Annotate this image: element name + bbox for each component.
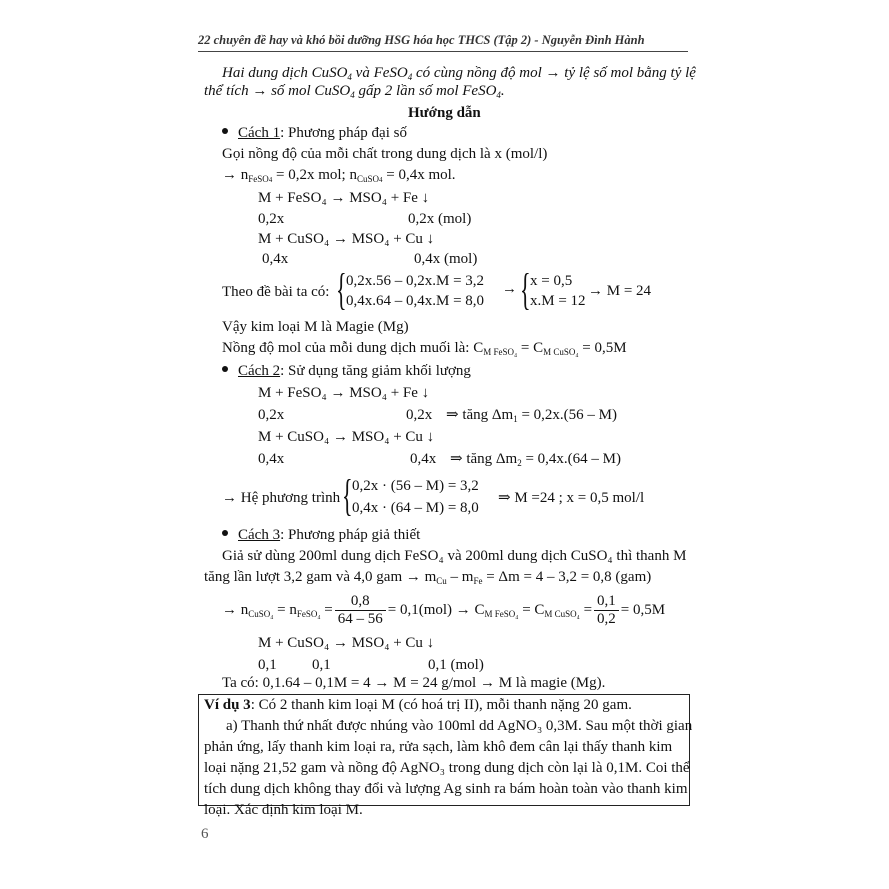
method-2-equation-2: 0,4x · (64 – M) = 8,0 bbox=[352, 500, 479, 516]
method-2-reaction-2: M + CuSO₄ → MSO₄ + Cu ↓ bbox=[258, 429, 435, 445]
guide-title: Hướng dẫn bbox=[408, 105, 481, 121]
intro-line-2: thể tích → số mol CuSO$_4$ gấp 2 lần số mol FeSO$_4$. bbox=[204, 83, 505, 100]
method-2-result: ⇒ M =24 ; x = 0,5 mol/l bbox=[498, 490, 645, 506]
page-number: 6 bbox=[201, 826, 209, 842]
arrow-icon: → bbox=[502, 281, 517, 297]
method-2-reaction-1: M + FeSO₄ → MSO₄ + Fe ↓ bbox=[258, 385, 430, 401]
method-3-line-3: → $n_{CuSO_4} = n_{FeSO_4}$ = $\frac{0,8}{64 - 56}$ = $0,1(mol) \to C_{M FeSO_4} = C_{M CuSO_4}$ = $\frac{0,1}{0,2}$ = 0,5M bbox=[222, 593, 666, 628]
bullet-icon bbox=[222, 366, 228, 372]
method-2-mass-gain-1: ⇒ tăng $\Delta m_1 = 0,2x.(56 - M)$ bbox=[446, 407, 618, 424]
fraction-concentration: $\frac{0,1}{0,2}$ bbox=[594, 593, 619, 628]
method-2-reaction-2-amount-a: 0,4x bbox=[258, 451, 285, 467]
bullet-icon bbox=[222, 128, 228, 134]
system-brace: { bbox=[342, 471, 353, 520]
method-3-heading: Cách 3: Phương pháp giả thiết bbox=[222, 526, 420, 544]
bullet-icon bbox=[222, 530, 228, 536]
example-line-2: phản ứng, lấy thanh kim loại ra, rửa sạch, làm khô đem cân lại thấy thanh kim bbox=[204, 739, 673, 755]
method-3-conclusion: Ta có: 0,1.64 – 0,1M = 4 → M = 24 g/mol → M là magie (Mg). bbox=[222, 675, 606, 691]
method-1-reaction-2-amount-a: 0,4x bbox=[262, 251, 289, 267]
method-1-reaction-2-amount-b: 0,4x (mol) bbox=[414, 251, 478, 267]
method-2-reaction-1-amount-a: 0,2x bbox=[258, 407, 285, 423]
method-2-equation-1: 0,2x · (56 – M) = 3,2 bbox=[352, 478, 479, 494]
method-2-heading: Cách 2: Sử dụng tăng giảm khối lượng bbox=[222, 362, 471, 380]
method-3-amount-a: 0,1 bbox=[258, 657, 277, 673]
method-1-conclusion: Vậy kim loại M là Magie (Mg) bbox=[222, 319, 409, 335]
method-1-reaction-1-amount-b: 0,2x (mol) bbox=[408, 211, 472, 227]
method-1-equation-2: 0,4x.64 – 0,4x.M = 8,0 bbox=[346, 293, 485, 309]
method-1-equation-1: 0,2x.56 – 0,2x.M = 3,2 bbox=[346, 273, 485, 289]
example-line-3: loại nặng 21,52 gam và nồng độ AgNO₃ trong dung dịch còn lại là 0,1M. Coi thể bbox=[204, 760, 690, 776]
method-1-result: → M = 24 bbox=[588, 283, 652, 299]
running-header: 22 chuyên đề hay và khó bồi dưỡng HSG hóa học THCS (Tập 2) - Nguyễn Đình Hành bbox=[198, 33, 645, 47]
example-line-5: loại. Xác định kim loại M. bbox=[204, 802, 363, 818]
method-1-solution-2: x.M = 12 bbox=[530, 293, 586, 309]
solution-brace: { bbox=[520, 265, 531, 314]
fraction-moles: $\frac{0,8}{64 - 56}$ bbox=[335, 593, 386, 628]
method-2-system-label: → Hệ phương trình bbox=[222, 490, 341, 506]
method-1-reaction-1-amount-a: 0,2x bbox=[258, 211, 285, 227]
example-title: Ví dụ 3: Có 2 thanh kim loại M (có hoá trị II), mỗi thanh nặng 20 gam. bbox=[204, 697, 632, 713]
method-3-line-2: tăng lần lượt 3,2 gam và 4,0 gam → $m_{Cu} - m_{Fe} = \Delta m = 4 - 3,2 = 0,8$ (gam) bbox=[204, 569, 652, 586]
example-line-4: tích dung dịch không thay đổi và lượng Ag sinh ra bám hoàn toàn vào thanh kim bbox=[204, 781, 688, 797]
method-1-line-1: Gọi nồng độ của mỗi chất trong dung dịch là x (mol/l) bbox=[222, 146, 548, 162]
method-3-amount-b: 0,1 bbox=[312, 657, 331, 673]
method-1-concentration: Nồng độ mol của mỗi dung dịch muối là: $C_{M FeSO_4} = C_{M CuSO_4} = 0,5M$ bbox=[222, 340, 627, 357]
method-3-reaction: M + CuSO₄ → MSO₄ + Cu ↓ bbox=[258, 635, 435, 651]
method-2-reaction-2-amount-b: 0,4x bbox=[410, 451, 437, 467]
method-3-line-1: Giả sử dùng 200ml dung dịch FeSO₄ và 200ml dung dịch CuSO₄ thì thanh M bbox=[222, 548, 687, 564]
method-1-reaction-2: M + CuSO₄ → MSO₄ + Cu ↓ bbox=[258, 231, 435, 247]
method-1-line-2: → $n_{FeSO4} = 0,2x$ mol; $n_{CuSO4} = 0,4x$ mol. bbox=[222, 167, 456, 184]
method-1-heading: Cách 1: Phương pháp đại số bbox=[222, 124, 407, 142]
method-3-amount-c: 0,1 (mol) bbox=[428, 657, 484, 673]
example-line-1: a) Thanh thứ nhất được nhúng vào 100ml dd AgNO₃ 0,3M. Sau một thời gian bbox=[226, 718, 693, 734]
system-brace: { bbox=[336, 265, 347, 314]
method-1-solution-1: x = 0,5 bbox=[530, 273, 573, 289]
header-divider bbox=[198, 51, 688, 52]
intro-line-1: Hai dung dịch CuSO$_4$ và FeSO$_4$ có cùng nồng độ mol → tỷ lệ số mol bằng tỷ lệ bbox=[222, 65, 696, 82]
method-1-reaction-1: M + FeSO₄ → MSO₄ + Fe ↓ bbox=[258, 190, 430, 206]
method-2-reaction-1-amount-b: 0,2x bbox=[406, 407, 433, 423]
method-2-mass-gain-2: ⇒ tăng $\Delta m_2 = 0,4x.(64 - M)$ bbox=[450, 451, 622, 468]
method-1-system-label: Theo đề bài ta có: bbox=[222, 284, 330, 300]
